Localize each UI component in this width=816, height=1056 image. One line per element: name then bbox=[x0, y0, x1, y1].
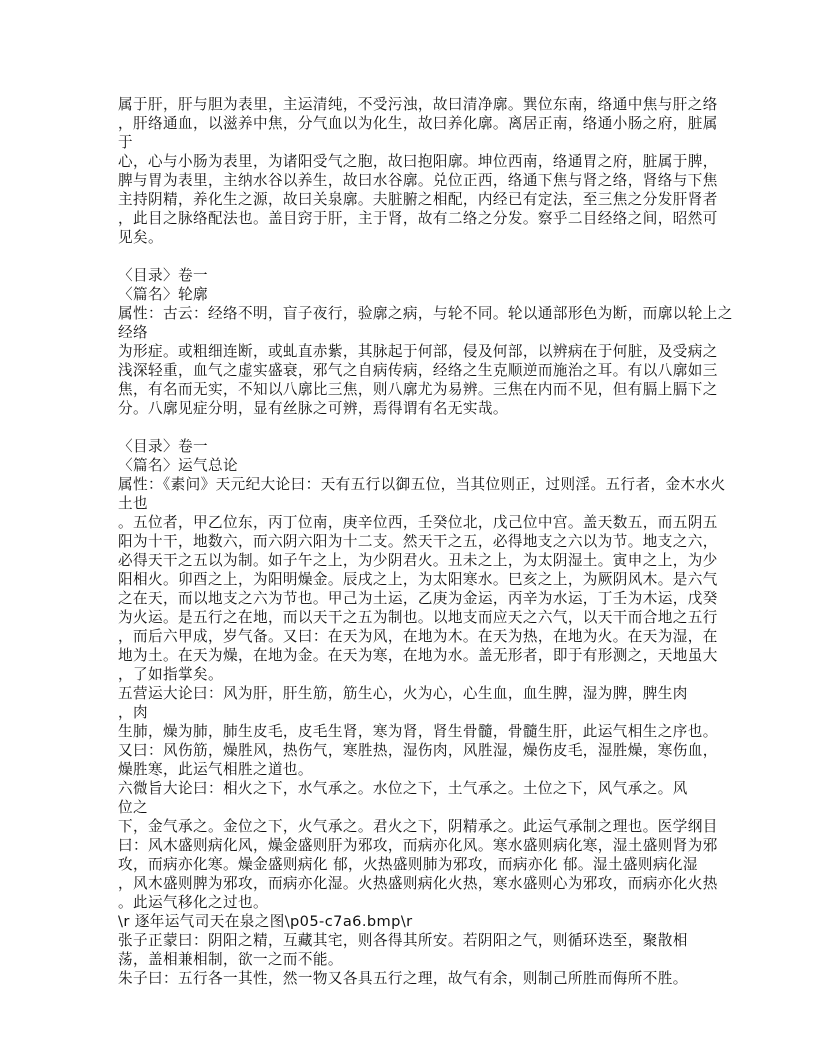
text-line: 生肺，燥为肺，肺生皮毛，皮毛生肾，寒为肾，肾生骨髓，骨髓生肝，此运气相生之序也。 bbox=[118, 723, 718, 740]
text-line: 攻，而病亦化寒。燥金盛则病化 郁，火热盛则肺为邪攻，而病亦化 郁。湿土盛则病化湿 bbox=[118, 856, 698, 873]
text-line: 心，心与小肠为表里，为诸阳受气之胞，故曰抱阳廓。坤位西南，络通胃之府，脏属于脾， bbox=[118, 153, 718, 170]
text-line: 必得天干之五以为制。如子午之上，为少阴君火。丑未之上，为太阴湿土。寅申之上，为少 bbox=[118, 552, 718, 569]
text-line: 属性：《素问》天元纪大论曰：天有五行以御五位，当其位则正，过则淫。五行者，金木水火 bbox=[118, 476, 726, 493]
text-line: 于 bbox=[118, 134, 133, 151]
text-line: 阳为十干，地数六，而六阴六阳为十二支。然天干之五，必得地支之六以为节。地支之六， bbox=[118, 533, 718, 550]
text-line: ，肉 bbox=[118, 704, 148, 721]
section-lunkuo bbox=[118, 266, 733, 418]
text-line: 。五位者，甲乙位东，丙丁位南，庚辛位西，壬癸位北，戊己位中宫。盖天数五，而五阴五 bbox=[118, 514, 718, 531]
text-line: ，而后六甲成，岁气备。又曰：在天为风，在地为木。在天为热，在地为火。在天为湿，在 bbox=[118, 628, 718, 645]
section-title: 〈篇名〉运气总论 bbox=[118, 457, 238, 474]
text-line: 下，金气承之。金位之下，火气承之。君火之下，阴精承之。此运气承制之理也。医学纲目 bbox=[118, 818, 718, 835]
text-line: 燥胜寒，此运气相胜之道也。 bbox=[118, 761, 313, 778]
paragraph-gap bbox=[118, 247, 708, 266]
text-line: 荡，盖相兼相制，欲一之而不能。 bbox=[118, 951, 343, 968]
text-line: 为形症。或粗细连断，或虬直赤紫，其脉起于何部，侵及何部，以辨病在于何脏，及受病之 bbox=[118, 343, 718, 360]
text-line: 六微旨大论曰：相火之下，水气承之。水位之下，土气承之。土位之下，风气承之。风 bbox=[118, 780, 688, 797]
opening-paragraph bbox=[118, 95, 718, 247]
section-yunqi-zonglun bbox=[118, 437, 726, 988]
text-line: 土也 bbox=[118, 495, 148, 512]
section-catalog-label: 〈目录〉卷一 bbox=[118, 438, 208, 455]
text-line: 浅深轻重，血气之虚实盛衰，邪气之自病传病，经络之生克顺逆而施治之耳。有以八廓如三 bbox=[118, 362, 718, 379]
text-line: 焦，有名而无实，不知以八廓比三焦，则八廓尤为易辨。三焦在内而不见，但有膈上膈下之 bbox=[118, 381, 718, 398]
text-line: 经络 bbox=[118, 324, 148, 341]
text-line: 地为土。在天为燥，在地为金。在天为寒，在地为水。盖无形者，即于有形测之，天地虽大 bbox=[118, 647, 718, 664]
text-line: 主持阴精，养化生之源，故曰关泉廓。夫脏腑之相配，内经已有定法，至三焦之分发肝肾者 bbox=[118, 191, 718, 208]
text-line: 分。八廓见症分明，显有丝脉之可辨，焉得谓有名无实哉。 bbox=[118, 400, 508, 417]
document-page bbox=[118, 95, 733, 988]
text-line: 属性：古云：经络不明，盲子夜行，验廓之病，与轮不同。轮以通部形色为断，而廓以轮上之 bbox=[118, 305, 733, 322]
text-line: ，了如指掌矣。 bbox=[118, 666, 223, 683]
text-line: 朱子曰：五行各一其性，然一物又各具五行之理，故气有余，则制己所胜而侮所不胜。 bbox=[118, 970, 688, 987]
text-line: ，风木盛则脾为邪攻，而病亦化湿。火热盛则病化火热，寒水盛则心为邪攻，而病亦化火热 bbox=[118, 875, 718, 892]
section-catalog-label: 〈目录〉卷一 bbox=[118, 267, 208, 284]
text-line: ，此目之脉络配法也。盖目窍于肝，主于肾，故有二络之分发。察乎二目经络之间，昭然可 bbox=[118, 210, 718, 227]
text-line: 之在天，而以地支之六为节也。甲己为土运，乙庚为金运，丙辛为水运，丁壬为木运，戊癸 bbox=[118, 590, 718, 607]
section-title: 〈篇名〉轮廓 bbox=[118, 286, 208, 303]
text-line: 曰：风木盛则病化风，燥金盛则肝为邪攻，而病亦化风。寒水盛则病化寒，湿土盛则肾为邪 bbox=[118, 837, 718, 854]
text-line: 又曰：风伤筋，燥胜风，热伤气，寒胜热，湿伤肉，风胜湿，燥伤皮毛，湿胜燥，寒伤血， bbox=[118, 742, 718, 759]
text-line: 属于肝，肝与胆为表里，主运清纯，不受污浊，故曰清净廓。巽位东南，络通中焦与肝之络 bbox=[118, 96, 718, 113]
text-line: ，肝络通血，以滋养中焦，分气血以为化生，故曰养化廓。离居正南，络通小肠之府，脏属 bbox=[118, 115, 718, 132]
paragraph-gap bbox=[118, 418, 708, 437]
text-line: 脾与胃为表里，主纳水谷以养生，故曰水谷廓。兑位正西，络通下焦与肾之络，肾络与下焦 bbox=[118, 172, 718, 189]
text-line: 五营运大论曰：风为肝，肝生筋，筋生心，火为心，心生血，血生脾，湿为脾，脾生肉 bbox=[118, 685, 688, 702]
text-line: 阳相火。卯酉之上，为阳明燥金。辰戌之上，为太阳寒水。巳亥之上，为厥阴风木。是六气 bbox=[118, 571, 718, 588]
text-line: 张子正蒙曰：阴阳之精，互藏其宅，则各得其所安。若阴阳之气，则循环迭至，聚散相 bbox=[118, 932, 688, 949]
image-reference: \r 逐年运气司天在泉之图\p05-c7a6.bmp\r bbox=[118, 913, 413, 930]
text-line: 位之 bbox=[118, 799, 148, 816]
text-line: 。此运气移化之过也。 bbox=[118, 894, 268, 911]
text-line: 见矣。 bbox=[118, 229, 163, 246]
text-line: 为火运。是五行之在地，而以天干之五为制也。以地支而应天之六气，以天干而合地之五行 bbox=[118, 609, 718, 626]
